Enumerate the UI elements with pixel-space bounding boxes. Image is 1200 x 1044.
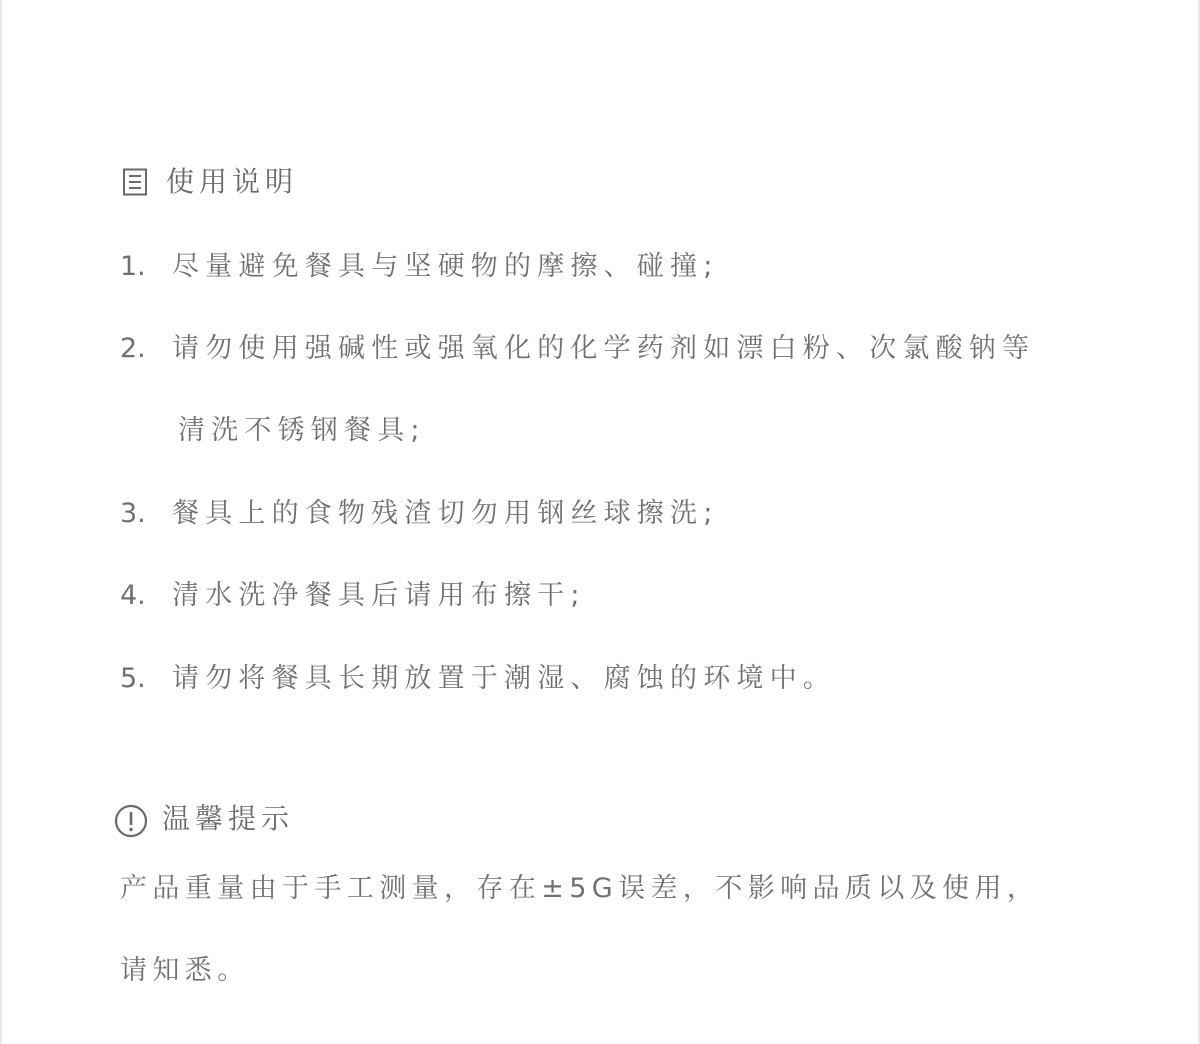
item-number: 4. — [120, 580, 146, 611]
exclamation-circle-icon — [116, 804, 146, 834]
tip-heading — [116, 799, 294, 839]
item-number: 2. — [120, 333, 146, 364]
usage-item-1 — [120, 249, 719, 285]
tip-text-line-1: 产品重量由于手工测量，存在±5G误差，不影响品质以及使用， — [120, 873, 1040, 904]
usage-item-4 — [120, 578, 586, 614]
usage-item-5 — [120, 661, 836, 697]
item-text: 请勿将餐具长期放置于潮湿、腐蚀的环境中。 — [172, 663, 836, 694]
item-number: 3. — [120, 498, 146, 529]
item-number: 1. — [120, 251, 146, 282]
item-text: 清水洗净餐具后请用布擦干; — [172, 580, 586, 611]
item-text: 请勿使用强碱性或强氧化的化学药剂如漂白粉、次氯酸钠等 — [172, 333, 1036, 364]
document-list-icon — [120, 167, 150, 197]
tip-text-line-2: 请知悉。 — [120, 955, 250, 986]
item-text: 餐具上的食物残渣切勿用钢丝球擦洗; — [172, 498, 719, 529]
tip-title: 温馨提示 — [162, 802, 295, 835]
item-text: 尽量避免餐具与坚硬物的摩擦、碰撞; — [172, 251, 719, 282]
usage-item-2 — [120, 331, 1035, 367]
item-number: 5. — [120, 663, 146, 694]
usage-item-2-continuation: 清洗不锈钢餐具; — [178, 415, 426, 446]
usage-title: 使用说明 — [166, 165, 299, 198]
usage-heading — [120, 162, 298, 202]
usage-item-3 — [120, 496, 719, 532]
